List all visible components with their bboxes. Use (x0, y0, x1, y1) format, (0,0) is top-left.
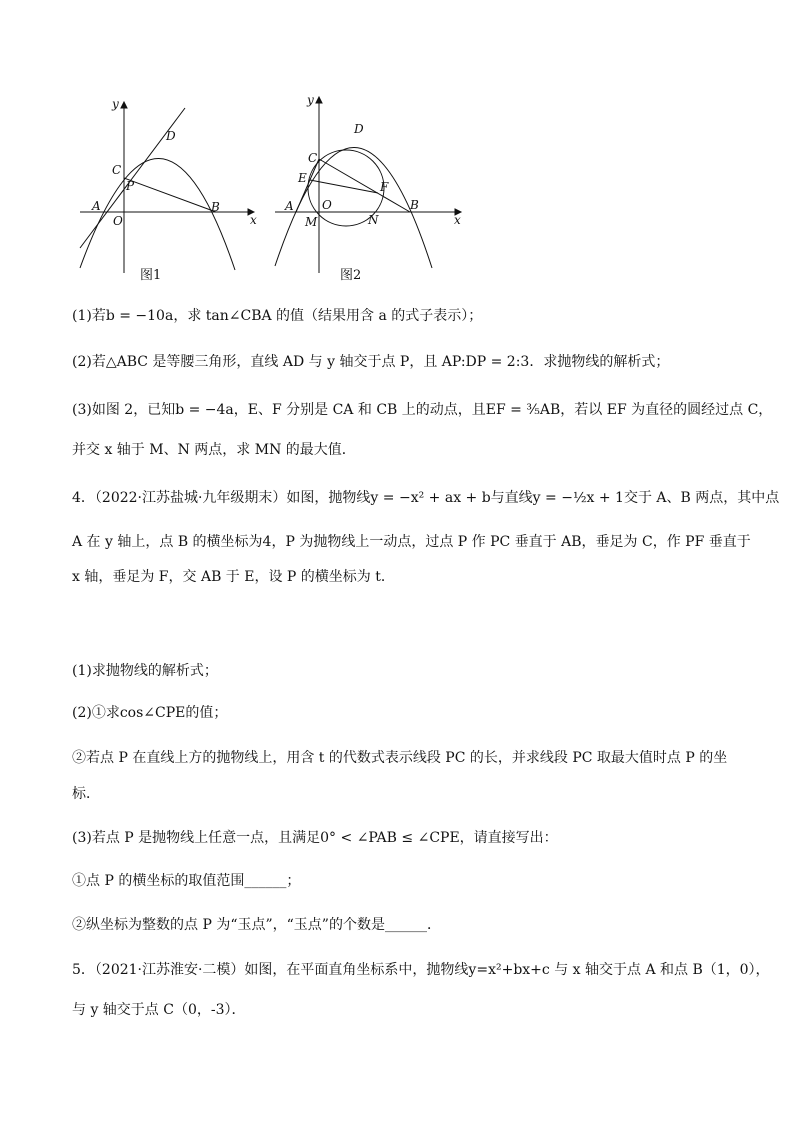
label-p: P (126, 179, 135, 193)
label-y: y (112, 97, 119, 111)
problem4-stem-line2: A 在 y 轴上，点 B 的横坐标为4，P 为抛物线上一动点，过点 P 作 PC 垂直于 AB，垂足为 C，作 PF 垂直于 (72, 534, 751, 550)
label-f: F (380, 180, 389, 194)
problem4-q3a: ①点 P 的横坐标的取值范围______； (72, 873, 301, 889)
problem3-q1: (1)若b = −10a，求 tan∠CBA 的值（结果用含 a 的式子表示）； (72, 308, 483, 324)
label-b: B (211, 200, 220, 214)
label-e: E (298, 171, 307, 185)
label-m: M (305, 215, 318, 229)
problem4-q2a: (2)①求cos∠CPE的值； (72, 705, 228, 721)
parabola (275, 147, 432, 268)
label-o: O (113, 214, 123, 228)
label-b: B (410, 198, 419, 212)
figures-area (70, 88, 470, 288)
problem4-stem-line1: 4．（2022·江苏盐城·九年级期末）如图，抛物线y = −x² + ax + b与直线y = −½x + 1交于 A、B 两点，其中点 (72, 490, 780, 506)
problem5-stem-line1: 5．（2021·江苏淮安·二模）如图，在平面直角坐标系中，抛物线y=x²+bx+c 与 x 轴交于点 A 和点 B（1，0）， (72, 962, 770, 978)
problem5-stem-line2: 与 y 轴交于点 C（0，-3）． (72, 1002, 246, 1018)
problem3-q3-line2: 并交 x 轴于 M、N 两点，求 MN 的最大值． (72, 442, 356, 458)
figure-1-caption: 图1 (140, 268, 162, 283)
parabola (80, 158, 235, 270)
segment-ef (310, 180, 378, 193)
label-o: O (322, 198, 332, 212)
y-axis-arrow (316, 97, 322, 103)
problem4-q2b-line1: ②若点 P 在直线上方的抛物线上，用含 t 的代数式表示线段 PC 的长，并求线段 PC 取最大值时点 P 的坐 (72, 750, 728, 766)
label-d: D (166, 129, 176, 143)
label-a: A (92, 199, 101, 213)
problem3-q2: (2)若△ABC 是等腰三角形，直线 AD 与 y 轴交于点 P，且 AP:DP = 2:3．求抛物线的解析式； (72, 354, 670, 370)
label-x: x (250, 213, 257, 227)
label-x: x (454, 213, 461, 227)
label-y: y (307, 93, 314, 107)
figure-1 (70, 88, 260, 288)
problem4-q3b: ②纵坐标为整数的点 P 为“玉点”，“玉点”的个数是______． (72, 917, 441, 933)
figure-2-caption: 图2 (340, 268, 362, 283)
label-c: C (112, 163, 122, 177)
label-n: N (368, 213, 379, 227)
problem4-q3: (3)若点 P 是抛物线上任意一点，且满足0° < ∠PAB ≤ ∠CPE，请直接写出： (72, 830, 558, 846)
y-axis-arrow (121, 102, 127, 108)
figure-2 (270, 88, 470, 288)
problem4-stem-line3: x 轴，垂足为 F，交 AB 于 E，设 P 的横坐标为 t． (72, 569, 395, 585)
problem4-q2b-line2: 标． (72, 786, 100, 802)
label-c: C (308, 151, 318, 165)
segment-cb (319, 159, 410, 212)
label-d: D (354, 122, 364, 136)
problem3-q3-line1: (3)如图 2，已知b = −4a，E、F 分别是 CA 和 CB 上的动点，且EF = ³⁄₅AB，若以 EF 为直径的圆经过点 C， (72, 402, 773, 418)
label-a: A (285, 199, 294, 213)
problem4-q1: (1)求抛物线的解析式； (72, 663, 218, 679)
segment-ca (296, 159, 319, 212)
